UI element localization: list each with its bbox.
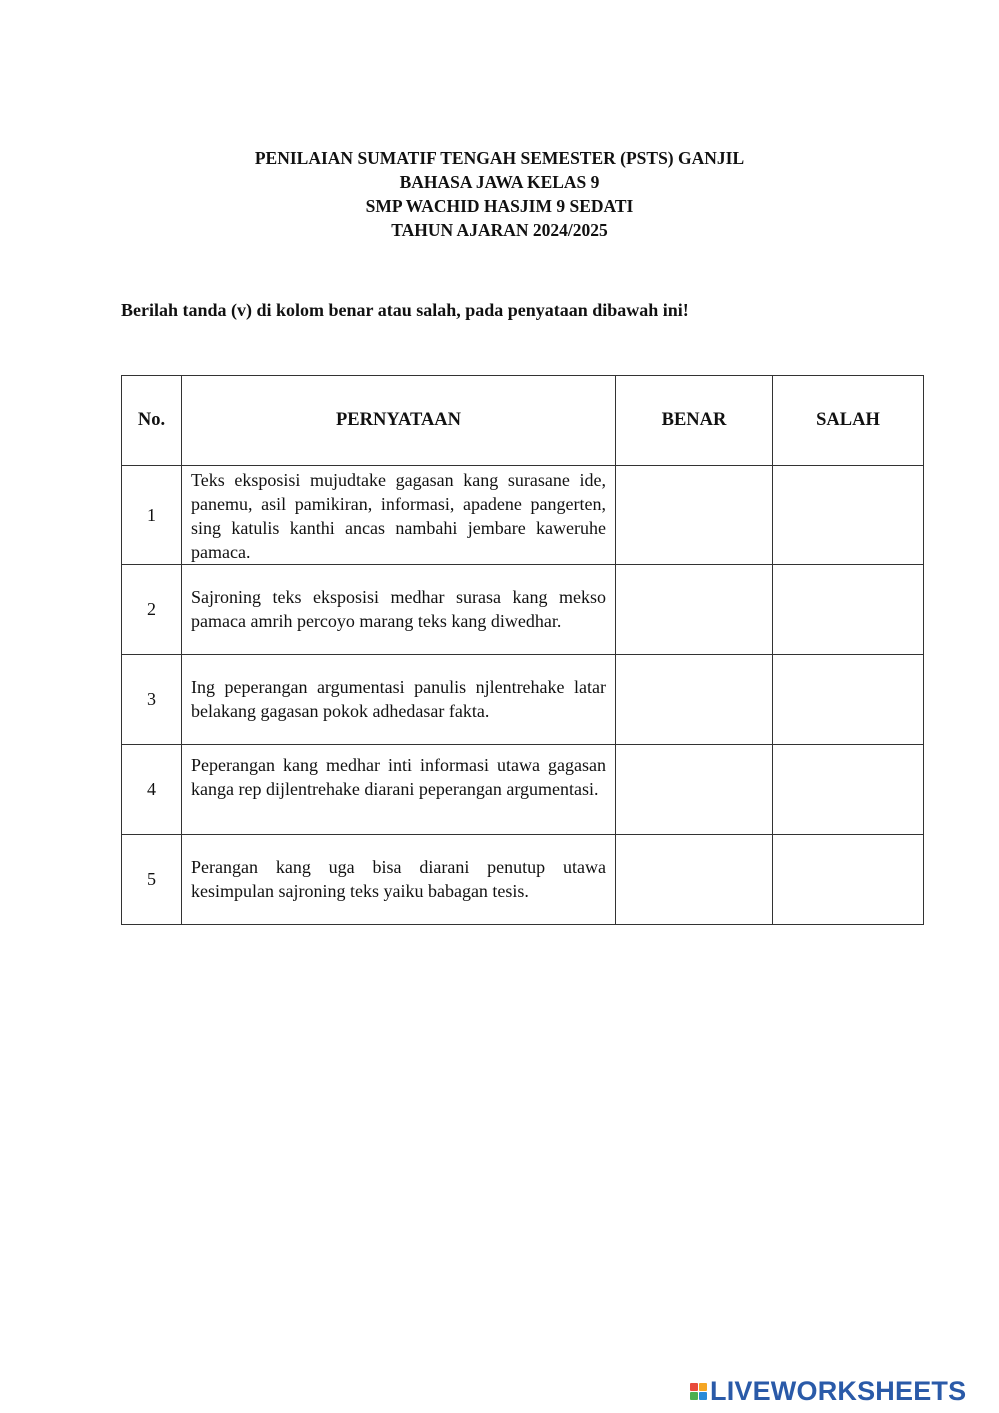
- statement-text: Peperangan kang medhar inti informasi utawa gagasan kanga rep dijlentrehake diarani peperangan argumentasi.: [191, 755, 606, 799]
- table-row: [122, 745, 924, 835]
- table-row: [122, 565, 924, 655]
- row-number: 3: [122, 655, 182, 745]
- column-header-false: SALAH: [773, 376, 924, 466]
- answer-cell-true[interactable]: [616, 565, 773, 655]
- statement-cell: [182, 835, 616, 925]
- statement-text: Ing peperangan argumentasi panulis njlentrehake latar belakang gagasan pokok adhedasar fakta.: [191, 677, 606, 721]
- answer-cell-true[interactable]: [616, 745, 773, 835]
- answer-cell-false[interactable]: [773, 655, 924, 745]
- liveworksheets-logo: [690, 1376, 966, 1407]
- title-line-2: BAHASA JAWA KELAS 9: [399, 172, 600, 192]
- column-header-no: No.: [122, 376, 182, 466]
- title-line-4: TAHUN AJARAN 2024/2025: [391, 220, 608, 240]
- logo-text: LIVEWORKSHEETS: [710, 1376, 967, 1406]
- answer-cell-false[interactable]: [773, 835, 924, 925]
- title-line-1: PENILAIAN SUMATIF TENGAH SEMESTER (PSTS) GANJIL: [254, 148, 745, 168]
- statement-text: Teks eksposisi mujudtake gagasan kang surasane ide, panemu, asil pamikiran, informasi, apadene pangerten, sing katulis kanthi ancas nambahi jembare kaweruhe pamaca.: [191, 470, 606, 562]
- table-row: [122, 835, 924, 925]
- row-number: 4: [122, 745, 182, 835]
- statement-cell: [182, 466, 616, 565]
- column-header-true: BENAR: [616, 376, 773, 466]
- instruction-text: Berilah tanda (v) di kolom benar atau salah, pada penyataan dibawah ini!: [121, 300, 689, 320]
- statement-text: Sajroning teks eksposisi medhar surasa kang mekso pamaca amrih percoyo marang teks kang diwedhar.: [191, 587, 606, 631]
- answer-cell-true[interactable]: [616, 466, 773, 565]
- row-number: 5: [122, 835, 182, 925]
- row-number: 1: [122, 466, 182, 565]
- title-line-3: SMP WACHID HASJIM 9 SEDATI: [365, 196, 634, 216]
- table-header-row: [122, 376, 924, 466]
- row-number: 2: [122, 565, 182, 655]
- statement-cell: [182, 655, 616, 745]
- answer-cell-true[interactable]: [616, 655, 773, 745]
- statement-text: Perangan kang uga bisa diarani penutup utawa kesimpulan sajroning teks yaiku babagan tesis.: [191, 857, 606, 901]
- true-false-table: [121, 375, 924, 925]
- table-row: [122, 466, 924, 565]
- answer-cell-true[interactable]: [616, 835, 773, 925]
- answer-cell-false[interactable]: [773, 565, 924, 655]
- document-header: [0, 146, 999, 242]
- column-header-statement: PERNYATAAN: [182, 376, 616, 466]
- answer-cell-false[interactable]: [773, 466, 924, 565]
- liveworksheets-logo-icon: [690, 1383, 707, 1400]
- statement-cell: [182, 745, 616, 835]
- answer-cell-false[interactable]: [773, 745, 924, 835]
- statement-cell: [182, 565, 616, 655]
- table-row: [122, 655, 924, 745]
